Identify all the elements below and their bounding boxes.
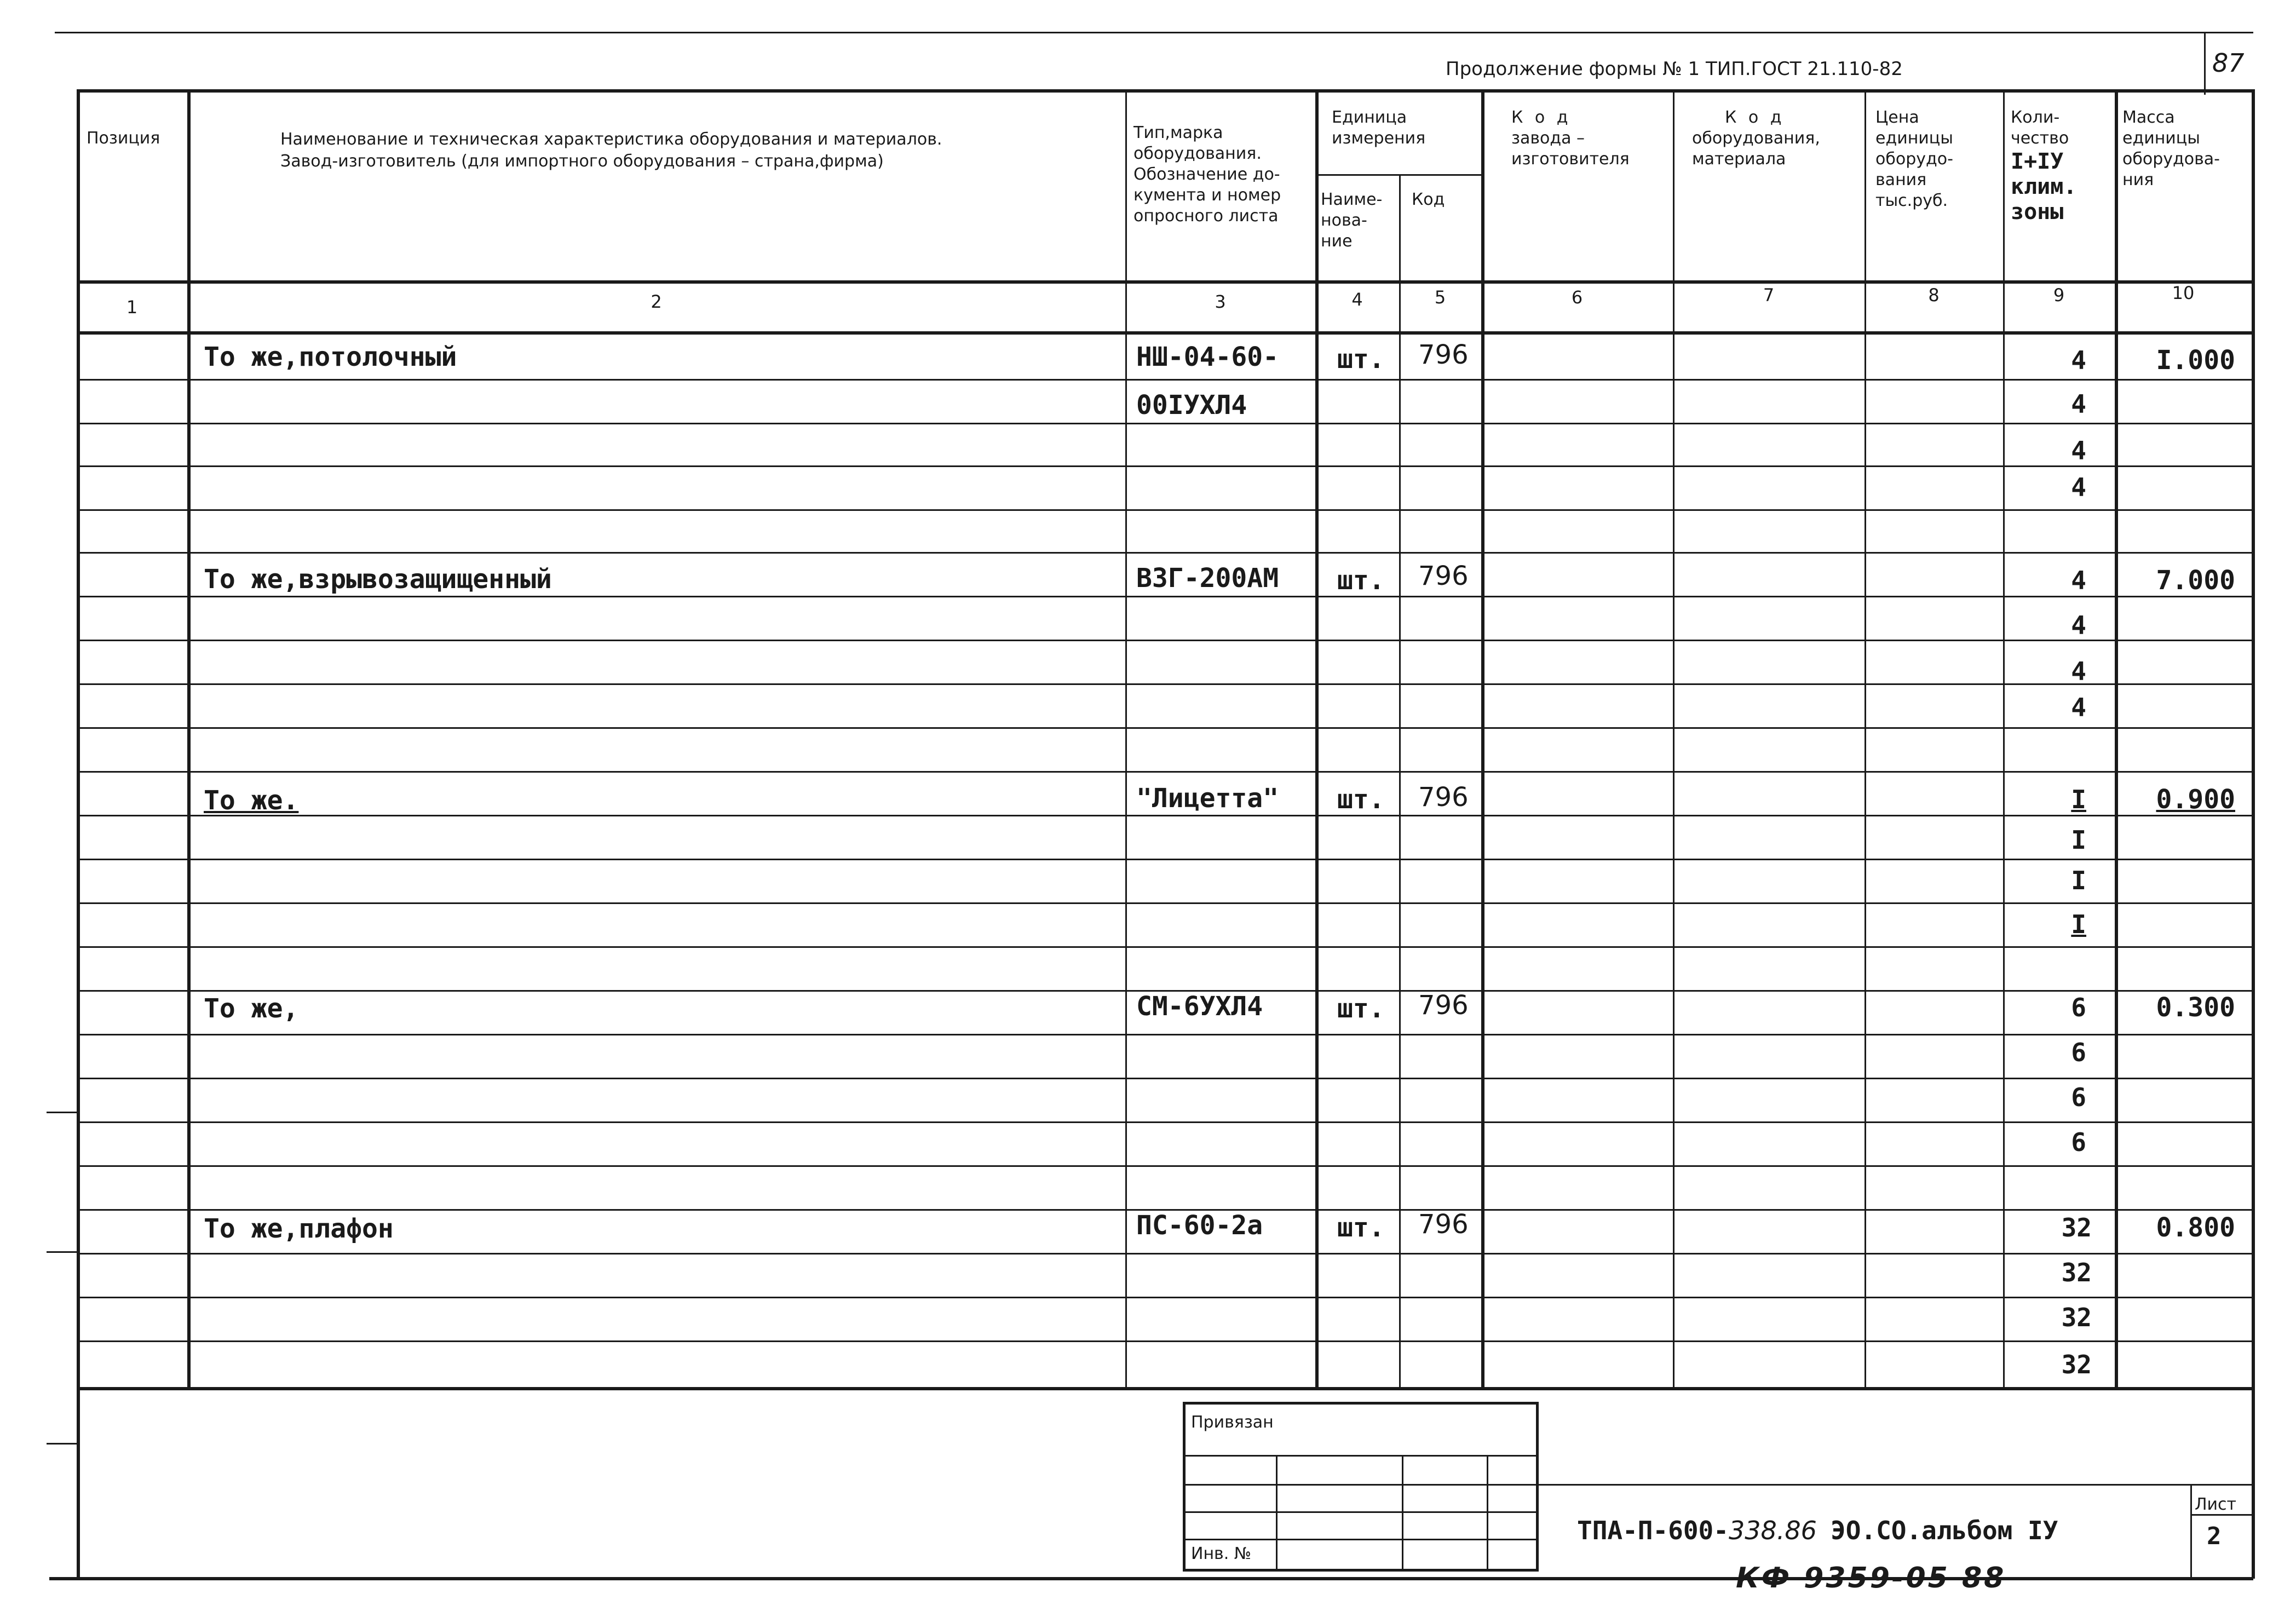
item-name: То же.	[204, 785, 299, 816]
sheet-corner-number: 87	[2212, 48, 2245, 78]
col-sep-5	[1481, 89, 1484, 1389]
item-unit-code: 796	[1418, 990, 1469, 1021]
col-sep-6	[1673, 89, 1674, 1389]
item-quantity: 4	[2071, 473, 2086, 502]
col-number: 3	[1215, 291, 1226, 312]
item-quantity: 32	[2061, 1350, 2092, 1379]
col-number: 5	[1434, 287, 1446, 308]
item-quantity: 6	[2071, 1127, 2086, 1157]
stamp-grid-line	[1183, 1539, 1539, 1540]
item-mass: 0.900	[2156, 784, 2235, 815]
row-line	[77, 1078, 2253, 1079]
stamp-grid-line	[1487, 1455, 1488, 1572]
item-quantity: 6	[2071, 1038, 2086, 1067]
col-header-quantity-line: Коли-	[2011, 108, 2060, 127]
row-line	[77, 815, 2253, 816]
table-top-border	[77, 89, 2253, 93]
row-line	[77, 859, 2253, 860]
col-header-equipment-code-line: материала	[1692, 149, 1786, 169]
item-unit-code: 796	[1418, 782, 1469, 813]
col-header-price-line: вания	[1875, 170, 1927, 189]
form-continuation-title: Продолжение формы № 1 ТИП.ГОСТ 21.110-82	[1446, 58, 1903, 80]
col-sep-8	[2003, 89, 2005, 1389]
item-unit-code: 796	[1418, 339, 1469, 370]
item-quantity: 4	[2071, 611, 2086, 640]
item-unit: шт.	[1337, 1212, 1385, 1243]
col-header-type-line: кумента и номер	[1133, 186, 1281, 205]
col-number: 10	[2172, 283, 2195, 303]
col-number: 8	[1928, 285, 1940, 306]
col-header-unit-name-line: Наиме-	[1321, 190, 1383, 209]
unit-group-underline	[1315, 174, 1481, 176]
col-header-quantity-bold: зоны	[2011, 199, 2064, 225]
item-type: ВЗГ-200АМ	[1136, 563, 1279, 594]
stamp-bound-label: Привязан	[1191, 1413, 1274, 1432]
item-quantity: I	[2071, 866, 2086, 895]
row-line	[77, 379, 2253, 381]
col-header-factory-code-line: завода –	[1511, 129, 1585, 148]
row-line	[77, 596, 2253, 597]
item-type: СМ-6УХЛ4	[1136, 991, 1263, 1022]
item-quantity: 4	[2071, 436, 2086, 465]
item-type: НШ-04-60-	[1136, 342, 1279, 372]
row-line	[77, 509, 2253, 511]
item-quantity: 4	[2071, 389, 2086, 419]
col-header-mass-line: Масса	[2122, 108, 2175, 127]
col-header-quantity-line: чество	[2011, 129, 2069, 148]
document-code	[1577, 1516, 2058, 1545]
item-type: "Лицетта"	[1136, 783, 1279, 814]
item-name: То же,взрывозащищенный	[204, 564, 552, 595]
row-line	[77, 423, 2253, 424]
row-line	[77, 1121, 2253, 1123]
col-number: 1	[126, 297, 138, 318]
col-header-name-line1: Наименование и техническая характеристика оборудования и материалов.	[280, 130, 942, 149]
col-sep-7	[1865, 89, 1866, 1389]
col-number: 9	[2053, 285, 2065, 306]
item-quantity: 4	[2071, 657, 2086, 686]
col-header-factory-code-line: изготовителя	[1511, 149, 1630, 169]
col-header-unit-name	[1321, 189, 1382, 252]
item-mass: 0.800	[2156, 1212, 2235, 1243]
col-header-type-line: Обозначение до-	[1133, 165, 1280, 184]
margin-tick	[47, 1443, 77, 1445]
margin-tick	[47, 1112, 77, 1113]
stamp-grid-line	[1183, 1511, 1539, 1513]
header-bottom-border	[77, 280, 2253, 284]
col-header-type-line: Тип,марка	[1133, 123, 1223, 142]
row-line	[77, 902, 2253, 904]
item-mass: I.000	[2156, 345, 2235, 376]
col-number: 2	[651, 291, 662, 312]
item-unit: шт.	[1337, 344, 1385, 375]
item-unit-code: 796	[1418, 1209, 1469, 1240]
item-unit: шт.	[1337, 784, 1385, 815]
item-quantity: I	[2071, 825, 2086, 855]
title-block-sheet-line	[2190, 1514, 2253, 1516]
col-header-type-line: опросного листа	[1133, 206, 1279, 226]
stamp-grid-line	[1402, 1455, 1403, 1572]
row-line	[77, 1297, 2253, 1298]
item-unit: шт.	[1337, 993, 1385, 1024]
col-sep-2	[1125, 89, 1127, 1389]
item-unit-code: 796	[1418, 561, 1469, 591]
col-header-equipment-code-line: оборудования,	[1692, 129, 1820, 148]
col-header-name-line2: Завод-изготовитель (для импортного оборудования – страна,фирма)	[280, 152, 884, 171]
stamp-grid-line	[1276, 1455, 1278, 1572]
col-header-price-line: оборудо-	[1875, 149, 1953, 169]
row-line	[77, 683, 2253, 685]
right-border	[2252, 89, 2255, 1579]
sheet-number: 2	[2207, 1522, 2222, 1550]
col-header-unit-name-line: нова-	[1321, 211, 1367, 230]
col-header-factory-code	[1511, 107, 1630, 170]
item-quantity: 4	[2071, 693, 2086, 722]
row-line	[77, 552, 2253, 554]
col-header-price-line: Цена	[1875, 108, 1919, 127]
margin-tick	[47, 1251, 77, 1253]
col-sep-3	[1315, 89, 1319, 1389]
col-header-quantity-bold: I+IУ	[2011, 149, 2064, 174]
document-code-prefix: ТПА-П-600-	[1577, 1516, 1729, 1545]
row-line	[77, 640, 2253, 641]
row-line	[77, 1340, 2253, 1342]
document-code-handwritten: 338.86	[1728, 1516, 1817, 1545]
col-header-unit-line: измерения	[1332, 129, 1426, 148]
col-header-type-line: оборудования.	[1133, 144, 1262, 163]
number-row-bottom-border	[77, 331, 2253, 335]
item-quantity: 32	[2061, 1213, 2092, 1242]
col-header-equipment-code	[1692, 107, 1820, 170]
stamp-grid-line	[1183, 1455, 1539, 1457]
col-header-quantity-bold: клим.	[2011, 174, 2077, 199]
row-line	[77, 1165, 2253, 1167]
col-header-unit-group	[1332, 107, 1425, 149]
col-header-mass-line: единицы	[2122, 129, 2200, 148]
col-header-price	[1875, 107, 1953, 211]
col-header-code: Код	[1412, 190, 1445, 209]
col-header-mass-line: ния	[2122, 170, 2154, 189]
item-type: ПС-60-2а	[1136, 1210, 1263, 1241]
col-header-price-line: тыс.руб.	[1875, 191, 1948, 210]
sheet-label: Лист	[2195, 1495, 2237, 1514]
stamp-inventory-label: Инв. №	[1191, 1544, 1252, 1563]
item-quantity: I	[2071, 785, 2086, 814]
item-name: То же,потолочный	[204, 342, 457, 372]
row-line	[77, 727, 2253, 729]
table-bottom-border	[77, 1387, 2253, 1390]
col-number: 4	[1351, 289, 1363, 310]
title-block-line	[1539, 1484, 2253, 1486]
item-name: То же,плафон	[204, 1213, 394, 1244]
item-name: То же,	[204, 993, 299, 1024]
row-line	[77, 1253, 2253, 1255]
footer-handwritten-code: КФ 9359-05 88	[1736, 1562, 2006, 1595]
col-header-mass	[2122, 107, 2220, 191]
item-quantity: 6	[2071, 1083, 2086, 1112]
item-quantity: 4	[2071, 566, 2086, 595]
right-margin-line	[2204, 32, 2206, 95]
row-line	[77, 946, 2253, 948]
stamp-grid-line	[1183, 1484, 1539, 1486]
col-number: 7	[1763, 285, 1775, 306]
item-type-cont: 00IУХЛ4	[1136, 390, 1247, 421]
item-quantity: 6	[2071, 993, 2086, 1022]
col-header-factory-code-line: К о д	[1511, 108, 1572, 127]
col-header-quantity	[2011, 107, 2076, 225]
row-line	[77, 771, 2253, 773]
item-quantity: I	[2071, 910, 2086, 939]
col-header-equipment-code-line: К о д	[1725, 108, 1785, 127]
row-line	[77, 1034, 2253, 1035]
item-mass: 0.300	[2156, 992, 2235, 1023]
item-quantity: 32	[2061, 1258, 2092, 1287]
top-border-line	[55, 32, 2253, 33]
col-header-mass-line: оборудова-	[2122, 149, 2220, 169]
document-code-suffix: ЭО.СО.альбом IУ	[1831, 1516, 2058, 1545]
col-number: 6	[1571, 287, 1583, 308]
item-quantity: 4	[2071, 346, 2086, 375]
row-line	[77, 465, 2253, 467]
item-unit: шт.	[1337, 565, 1385, 596]
col-sep-1	[187, 89, 191, 1389]
col-header-type	[1133, 123, 1281, 227]
col-header-unit-line: Единица	[1332, 108, 1407, 127]
item-quantity: 32	[2061, 1303, 2092, 1332]
col-header-price-line: единицы	[1875, 129, 1953, 148]
title-block-sheet-sep	[2190, 1484, 2192, 1577]
col-sep-4	[1399, 174, 1401, 1389]
item-mass: 7.000	[2156, 565, 2235, 596]
col-header-position: Позиция	[87, 129, 160, 148]
col-header-unit-name-line: ние	[1321, 232, 1353, 251]
